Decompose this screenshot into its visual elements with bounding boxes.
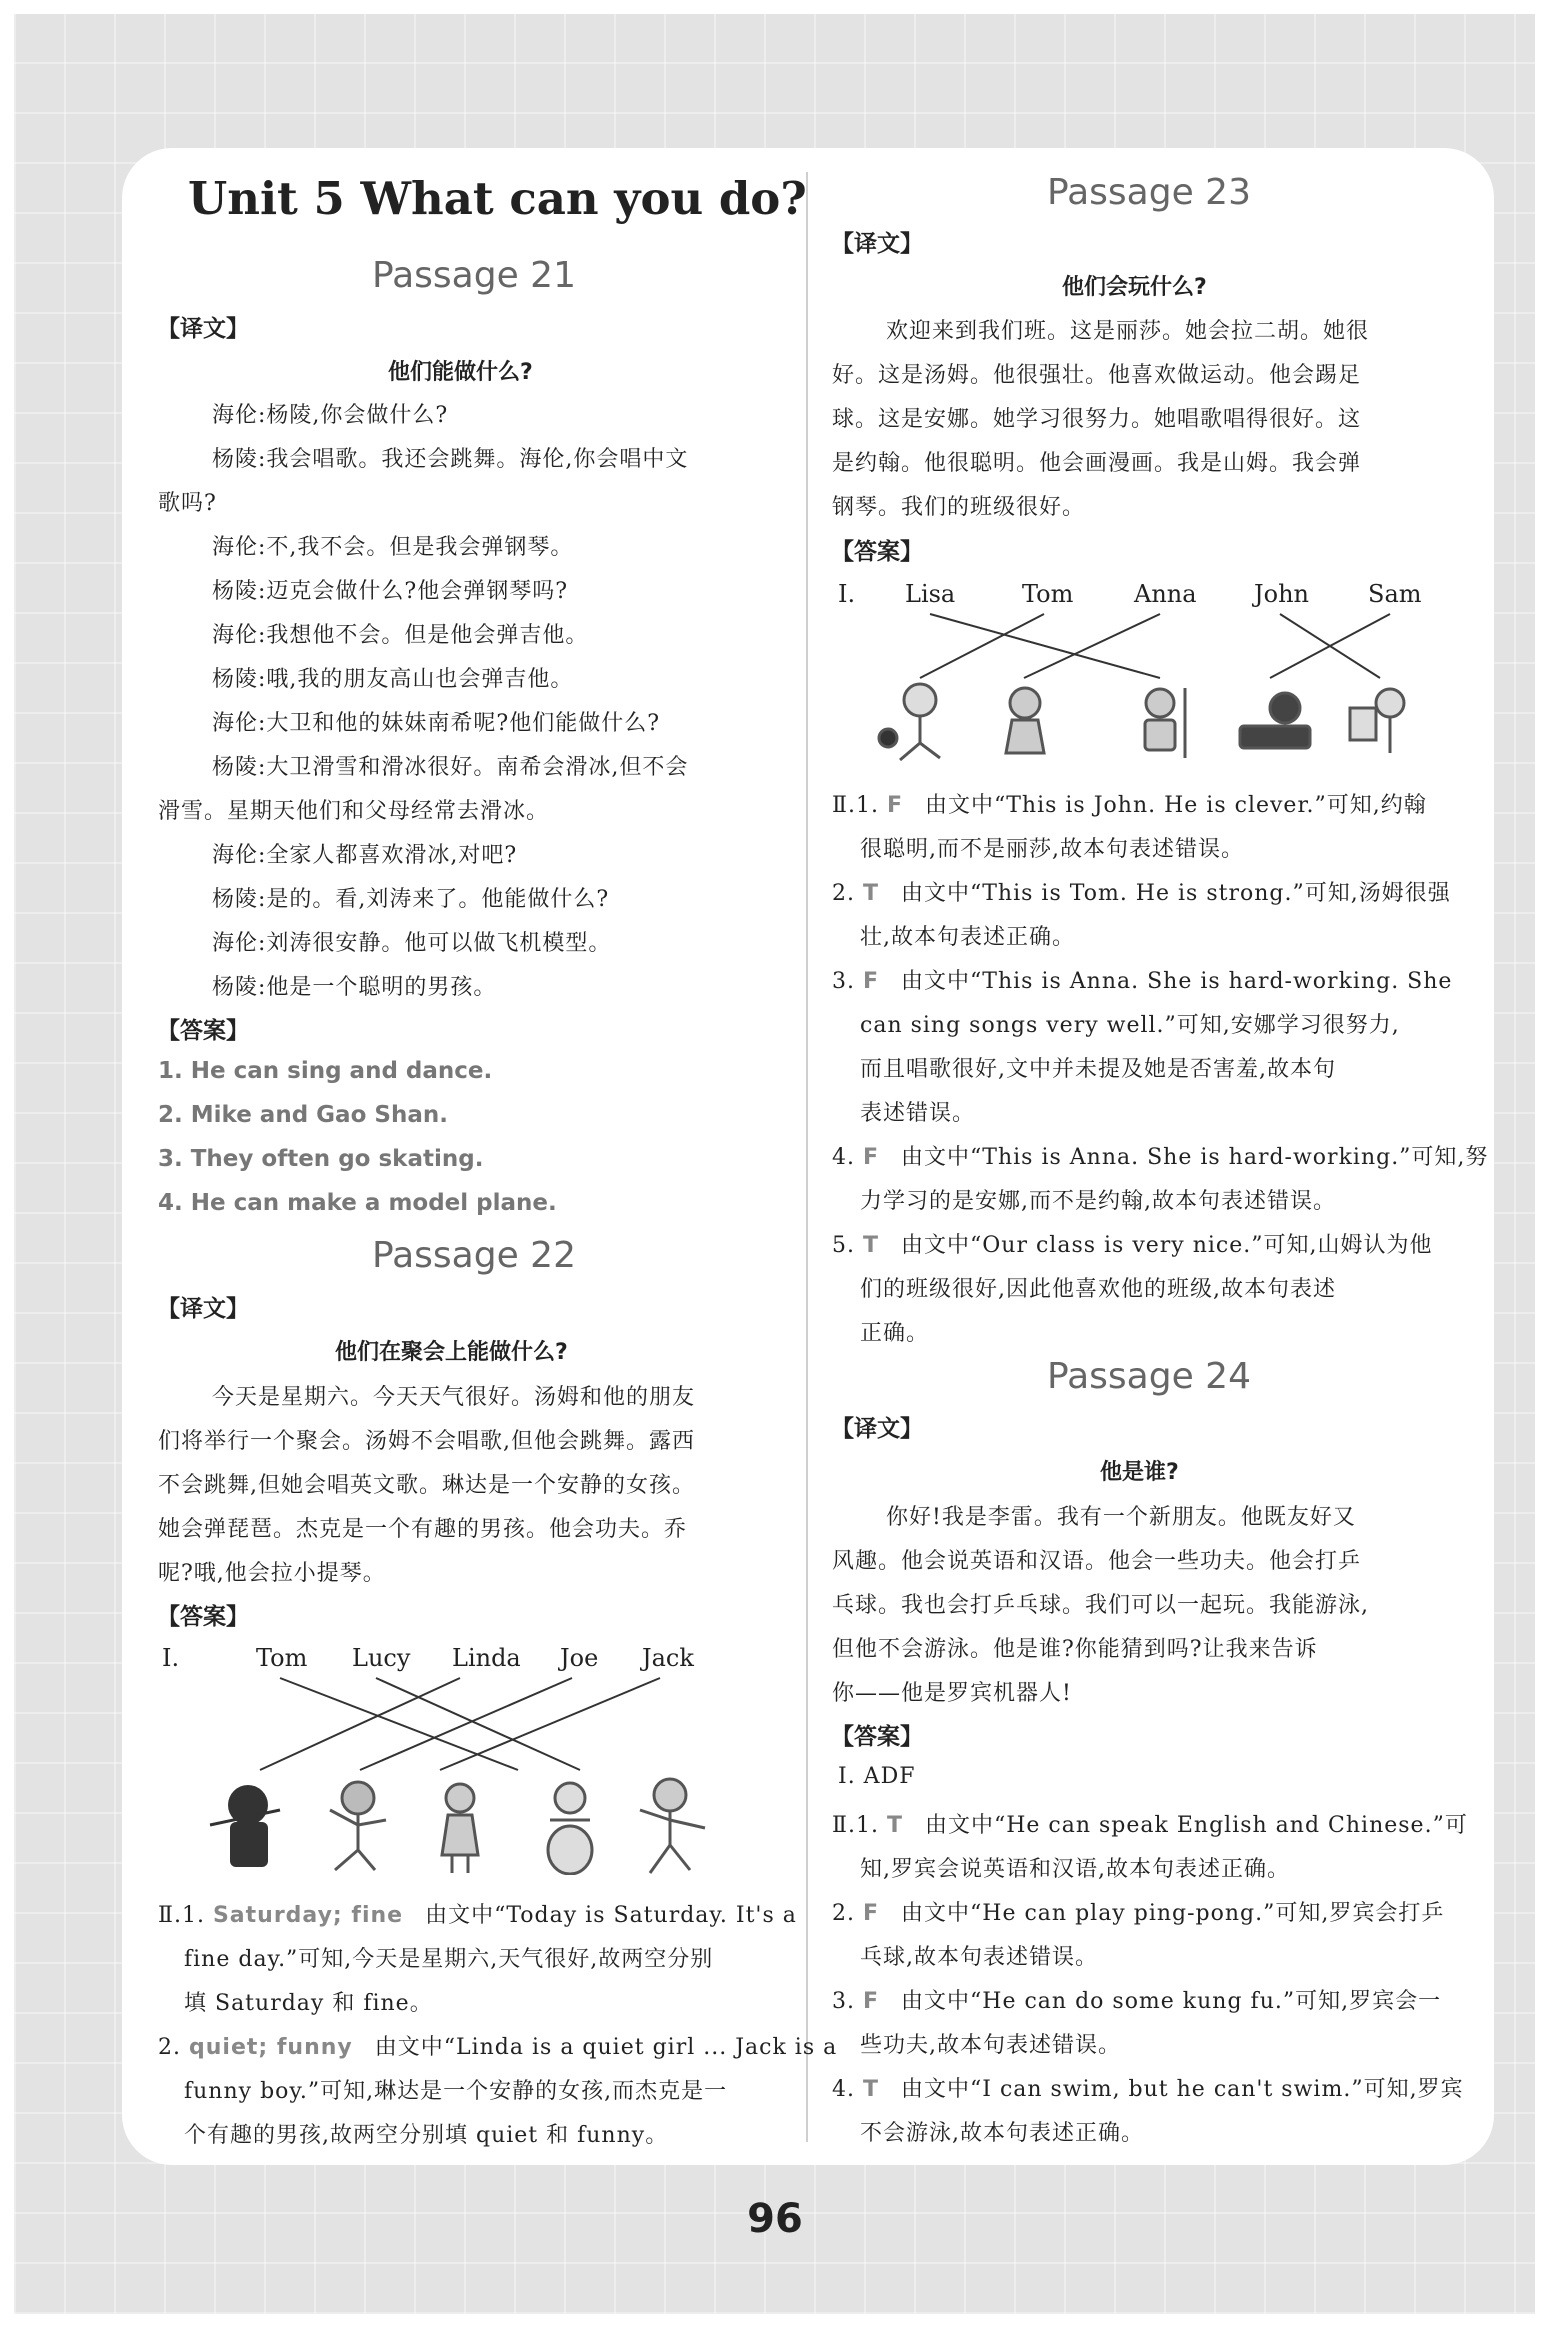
p23-ii-1: Ⅱ.1. F 由文中“This is John. He is clever.”可知,约翰 xyxy=(832,793,1427,818)
p21-line: 海伦:刘涛很安静。他可以做飞机模型。 xyxy=(212,931,612,956)
boy-painting-picture xyxy=(1350,689,1404,753)
girl-standing-picture xyxy=(442,1784,478,1873)
p24-line: 但他不会游泳。他是谁?你能猜到吗?让我来告诉 xyxy=(832,1637,1318,1662)
p21-line: 杨陵:大卫滑雪和滑冰很好。南希会滑冰,但不会 xyxy=(212,755,689,780)
p24-i-answer: Ⅰ. ADF xyxy=(838,1764,916,1789)
girl-dancing-picture xyxy=(330,1782,386,1870)
boy-piano-picture xyxy=(1240,693,1310,748)
p24-ii-line: 些功夫,故本句表述错误。 xyxy=(860,2033,1121,2058)
page-number: 96 xyxy=(747,2196,803,2242)
p21-line: 杨陵:他是一个聪明的男孩。 xyxy=(212,975,497,1000)
p22-translation-tag: 【译文】 xyxy=(157,1296,249,1322)
p23-heading: 他们会玩什么? xyxy=(1062,275,1207,300)
p24-answer-tag: 【答案】 xyxy=(831,1724,923,1750)
p22-ii-2: 2. quiet; funny 由文中“Linda is a quiet girl ... Jack is a xyxy=(158,2035,838,2060)
p24-ii-2: 2. F 由文中“He can play ping-pong.”可知,罗宾会打乒 xyxy=(832,1901,1445,1926)
p21-answer-tag: 【答案】 xyxy=(157,1018,249,1044)
p23-ii-line: 力学习的是安娜,而不是约翰,故本句表述错误。 xyxy=(860,1189,1336,1214)
passage-24-title: Passage 24 xyxy=(1047,1356,1251,1397)
p22-name: Tom xyxy=(256,1644,308,1672)
p22-line: 们将举行一个聚会。汤姆不会唱歌,但他会跳舞。露西 xyxy=(158,1429,695,1454)
p22-line: 不会跳舞,但她会唱英文歌。琳达是一个安静的女孩。 xyxy=(158,1473,695,1498)
p23-ii-line: can sing songs very well.”可知,安娜学习很努力, xyxy=(860,1013,1400,1038)
p24-heading: 他是谁? xyxy=(1100,1460,1179,1485)
p24-ii-line: 乓球,故本句表述错误。 xyxy=(860,1945,1098,1970)
boy-football-picture xyxy=(879,684,940,760)
unit-title: Unit 5 What can you do? xyxy=(188,172,807,225)
p23-line: 是约翰。他很聪明。他会画漫画。我是山姆。我会弹 xyxy=(832,451,1362,476)
match-line xyxy=(260,1678,460,1770)
p23-ii-line: 壮,故本句表述正确。 xyxy=(860,925,1075,950)
p24-line: 你——他是罗宾机器人! xyxy=(832,1681,1072,1706)
p23-ii-2: 2. T 由文中“This is Tom. He is strong.”可知,汤姆很强 xyxy=(832,881,1451,906)
boy-violin-picture xyxy=(210,1785,280,1867)
p23-ii-line: 正确。 xyxy=(860,1321,930,1346)
boy-kungfu-picture xyxy=(640,1779,705,1873)
match-line xyxy=(1270,614,1390,678)
p23-name: Sam xyxy=(1368,580,1422,608)
p21-answer: 4. He can make a model plane. xyxy=(158,1190,557,1216)
passage-21-title: Passage 21 xyxy=(372,255,576,296)
p21-answer: 1. He can sing and dance. xyxy=(158,1058,493,1084)
p21-answer: 3. They often go skating. xyxy=(158,1146,484,1172)
p24-ii-line: 知,罗宾会说英语和汉语,故本句表述正确。 xyxy=(860,1857,1290,1882)
p22-answer-tag: 【答案】 xyxy=(157,1604,249,1630)
p23-name: Anna xyxy=(1134,580,1197,608)
p23-line: 钢琴。我们的班级很好。 xyxy=(832,495,1086,520)
p21-line: 海伦:杨陵,你会做什么? xyxy=(212,403,449,428)
p23-matching-lines xyxy=(860,608,1440,768)
p22-name: Joe xyxy=(560,1644,599,1672)
passage-23-title: Passage 23 xyxy=(1047,172,1251,213)
p21-translation-tag: 【译文】 xyxy=(157,316,249,342)
p22-ii-1: Ⅱ.1. Saturday; fine 由文中“Today is Saturday. It's a xyxy=(158,1903,797,1928)
p21-line: 杨陵:是的。看,刘涛来了。他能做什么? xyxy=(212,887,610,912)
p23-name: Lisa xyxy=(905,580,956,608)
p21-line: 海伦:不,我不会。但是我会弹钢琴。 xyxy=(212,535,574,560)
p22-ii-line: 个有趣的男孩,故两空分别填 quiet 和 funny。 xyxy=(184,2123,669,2148)
p22-heading: 他们在聚会上能做什么? xyxy=(335,1340,568,1365)
p22-name: Lucy xyxy=(352,1644,411,1672)
p23-ii-line: 很聪明,而不是丽莎,故本句表述错误。 xyxy=(860,837,1244,862)
p22-matching-lines xyxy=(160,1670,780,1875)
passage-22-title: Passage 22 xyxy=(372,1235,576,1276)
p22-match-label: Ⅰ. xyxy=(162,1644,180,1672)
p21-line: 杨陵:迈克会做什么?他会弹钢琴吗? xyxy=(212,579,569,604)
p23-line: 欢迎来到我们班。这是丽莎。她会拉二胡。她很 xyxy=(886,319,1370,344)
p23-ii-line: 表述错误。 xyxy=(860,1101,976,1126)
p23-ii-4: 4. F 由文中“This is Anna. She is hard-working.”可知,努 xyxy=(832,1145,1489,1170)
girl-singing-picture xyxy=(1006,688,1044,753)
p23-line: 球。这是安娜。她学习很努力。她唱歌唱得很好。这 xyxy=(832,407,1362,432)
p21-heading: 他们能做什么? xyxy=(388,360,533,385)
p23-line: 好。这是汤姆。他很强壮。他喜欢做运动。他会踢足 xyxy=(832,363,1362,388)
p24-line: 风趣。他会说英语和汉语。他会一些功夫。他会打乒 xyxy=(832,1549,1362,1574)
p22-line: 今天是星期六。今天天气很好。汤姆和他的朋友 xyxy=(212,1385,696,1410)
p22-ii-line: 填 Saturday 和 fine。 xyxy=(184,1991,433,2016)
p21-line: 杨陵:我会唱歌。我还会跳舞。海伦,你会唱中文 xyxy=(212,447,689,472)
p22-name: Linda xyxy=(452,1644,521,1672)
p22-ii-line: funny boy.”可知,琳达是一个安静的女孩,而杰克是一 xyxy=(184,2079,728,2104)
match-line xyxy=(360,1678,572,1770)
girl-pipa-picture xyxy=(548,1783,592,1874)
column-divider xyxy=(806,172,808,2142)
p24-line: 乓球。我也会打乒乓球。我们可以一起玩。我能游泳, xyxy=(832,1593,1369,1618)
p23-ii-line: 们的班级很好,因此他喜欢他的班级,故本句表述 xyxy=(860,1277,1336,1302)
p24-line: 你好!我是李雷。我有一个新朋友。他既友好又 xyxy=(886,1505,1356,1530)
p24-translation-tag: 【译文】 xyxy=(831,1416,923,1442)
p23-ii-3: 3. F 由文中“This is Anna. She is hard-working. She xyxy=(832,969,1453,994)
p24-ii-4: 4. T 由文中“I can swim, but he can't swim.”可知,罗宾 xyxy=(832,2077,1464,2102)
p24-ii-3: 3. F 由文中“He can do some kung fu.”可知,罗宾会一 xyxy=(832,1989,1442,2014)
p21-line: 海伦:全家人都喜欢滑冰,对吧? xyxy=(212,843,518,868)
p21-line: 海伦:我想他不会。但是他会弹吉他。 xyxy=(212,623,589,648)
p23-answer-tag: 【答案】 xyxy=(831,539,923,565)
p23-ii-line: 而且唱歌很好,文中并未提及她是否害羞,故本句 xyxy=(860,1057,1336,1082)
p21-line: 滑雪。星期天他们和父母经常去滑冰。 xyxy=(158,799,550,824)
p22-line: 她会弹琵琶。杰克是一个有趣的男孩。他会功夫。乔 xyxy=(158,1517,688,1542)
p23-name: John xyxy=(1254,580,1309,608)
p21-line: 歌吗? xyxy=(158,491,217,516)
p24-ii-line: 不会游泳,故本句表述正确。 xyxy=(860,2121,1144,2146)
match-line xyxy=(920,614,1044,678)
girl-erhu-picture xyxy=(1145,688,1185,758)
p21-line: 海伦:大卫和他的妹妹南希呢?他们能做什么? xyxy=(212,711,661,736)
p23-match-label: Ⅰ. xyxy=(838,580,856,608)
p22-ii-line: fine day.”可知,今天是星期六,天气很好,故两空分别 xyxy=(184,1947,714,1972)
p24-ii-1: Ⅱ.1. T 由文中“He can speak English and Chinese.”可 xyxy=(832,1813,1468,1838)
p22-name: Jack xyxy=(642,1644,694,1672)
match-line xyxy=(280,1678,518,1770)
p22-line: 呢?哦,他会拉小提琴。 xyxy=(158,1561,386,1586)
p23-ii-5: 5. T 由文中“Our class is very nice.”可知,山姆认为他 xyxy=(832,1233,1433,1258)
p23-translation-tag: 【译文】 xyxy=(831,231,923,257)
p21-answer: 2. Mike and Gao Shan. xyxy=(158,1102,448,1128)
p21-line: 杨陵:哦,我的朋友高山也会弹吉他。 xyxy=(212,667,574,692)
p23-name: Tom xyxy=(1022,580,1074,608)
